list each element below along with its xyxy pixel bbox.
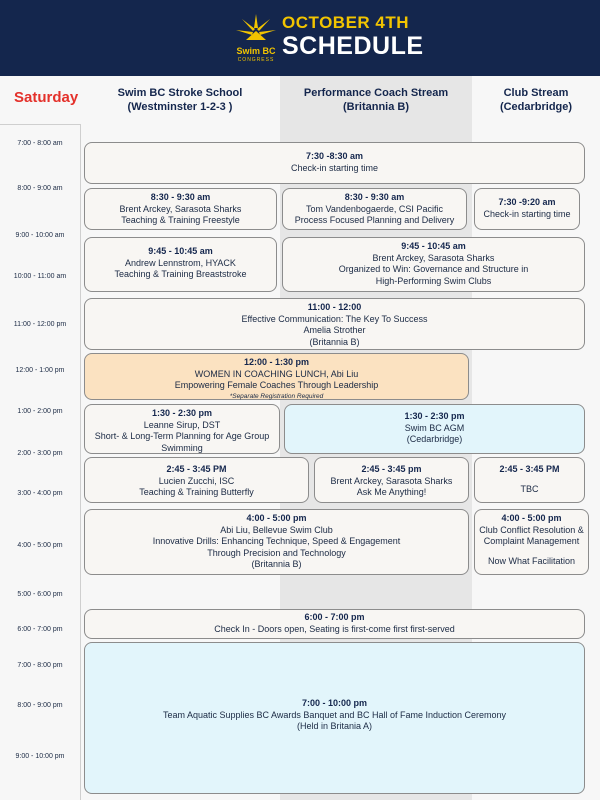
time-label: 12:00 - 1:00 pm [15, 367, 65, 374]
time-label: 7:00 - 8:00 pm [17, 662, 63, 669]
time-label: 3:00 - 4:00 pm [17, 490, 63, 497]
event-innovative [84, 509, 469, 575]
column-header-club [474, 86, 598, 114]
divider [0, 124, 80, 125]
column-location: (Cedarbridge) [499, 101, 573, 113]
event-time: 1:30 - 2:30 pm [404, 411, 465, 421]
event-time: 2:45 - 3:45 PM [499, 464, 560, 474]
event-line: Abi Liu, Bellevue Swim Club [220, 524, 333, 535]
event-time: 11:00 - 12:00 [307, 302, 362, 312]
event-line: Complaint Management [483, 536, 580, 546]
event-line: Now What Facilitation [487, 555, 576, 566]
time-label: 2:00 - 3:00 pm [17, 450, 63, 457]
time-label: 4:00 - 5:00 pm [17, 542, 63, 549]
page-header [0, 0, 600, 76]
event-banquet [84, 642, 585, 794]
event-governance [282, 237, 585, 292]
event-time: 8:30 - 9:30 am [344, 192, 405, 202]
event-time: 8:30 - 9:30 am [150, 192, 211, 202]
time-label: 6:00 - 7:00 pm [17, 626, 63, 633]
event-time: 9:45 - 10:45 am [148, 246, 213, 256]
time-label: 7:00 - 8:00 am [17, 140, 63, 147]
event-line: High-Performing Swim Clubs [375, 275, 492, 286]
event-line: Organized to Win: Governance and Structure in [338, 264, 529, 274]
time-label: 11:00 - 12:00 pm [13, 321, 67, 328]
event-line: Team Aquatic Supplies BC Awards Banquet and BC Hall of Fame Induction Ceremony [162, 709, 507, 720]
event-time: 7:30 -8:30 am [305, 151, 364, 161]
event-line: Brent Arckey, Sarasota Sharks [119, 203, 242, 214]
time-label: 5:00 - 6:00 pm [17, 591, 63, 598]
event-time: 7:00 - 10:00 pm [301, 698, 368, 708]
event-stroke-freestyle [84, 188, 277, 230]
time-label: 10:00 - 11:00 am [13, 273, 67, 280]
event-line: Leanne Sirup, DST [143, 419, 221, 430]
event-time: 9:45 - 10:45 am [401, 241, 466, 251]
event-age-group [84, 404, 280, 454]
sunburst-icon [228, 10, 284, 46]
event-line: Club Conflict Resolution & [479, 524, 584, 535]
event-line: Brent Arckey, Sarasota Sharks [372, 252, 495, 263]
event-line: Process Focused Planning and Delivery [294, 215, 455, 225]
event-line: Teaching & Training Freestyle [121, 215, 240, 225]
column-title: Swim BC Stroke School [117, 87, 243, 99]
date-title: OCTOBER 4TH [282, 13, 410, 32]
time-label: 8:00 - 9:00 am [17, 185, 63, 192]
time-label: 9:00 - 10:00 pm [15, 753, 65, 760]
event-butterfly [84, 457, 309, 503]
event-line: Amelia Strother [303, 325, 366, 335]
column-title: Performance Coach Stream [303, 87, 449, 99]
event-stroke-breaststroke [84, 237, 277, 292]
event-time: 6:00 - 7:00 pm [304, 612, 365, 622]
event-line: Ask Me Anything! [356, 487, 427, 497]
column-title: Club Stream [503, 87, 569, 99]
column-location: (Westminster 1-2-3 ) [127, 101, 233, 113]
column-location: (Britannia B) [343, 101, 409, 113]
swim-bc-logo [228, 10, 284, 70]
event-perf-process [282, 188, 467, 230]
column-header-stroke [82, 86, 278, 114]
column-header-performance [282, 86, 470, 114]
event-line: Teaching & Training Butterfly [139, 487, 254, 497]
event-line: Short- & Long-Term Planning for Age Group [94, 431, 270, 441]
event-checkin-am [84, 142, 585, 184]
event-line: Check In - Doors open, Seating is first-come first first-served [214, 623, 455, 634]
event-women-lunch [84, 353, 469, 400]
event-time: 4:00 - 5:00 pm [246, 513, 307, 523]
event-line: Brent Arckey, Sarasota Sharks [330, 475, 453, 486]
event-time: 4:00 - 5:00 pm [501, 513, 562, 523]
event-line: Through Precision and Technology [207, 547, 346, 558]
event-line: (Britannia B) [309, 336, 360, 347]
time-sidebar [0, 124, 81, 800]
event-line: Lucien Zucchi, ISC [158, 475, 235, 486]
event-club-tbc [474, 457, 585, 503]
event-line: Teaching & Training Breaststroke [114, 269, 247, 279]
event-communication [84, 298, 585, 350]
logo-sub-text: CONGRESS [237, 57, 275, 63]
event-club-checkin [474, 188, 580, 230]
event-time: 2:45 - 3:45 PM [166, 464, 227, 474]
event-line: WOMEN IN COACHING LUNCH, Abi Liu [194, 368, 359, 379]
event-line: (Britannia B) [251, 559, 302, 569]
day-label: Saturday [14, 89, 79, 106]
event-line: Check-in starting time [483, 208, 571, 219]
time-label: 8:00 - 9:00 pm [17, 702, 63, 709]
event-line: Innovative Drills: Enhancing Technique, Speed & Engagement [152, 536, 401, 546]
event-line: (Cedarbridge) [406, 434, 463, 444]
event-agm [284, 404, 585, 454]
event-line: TBC [520, 483, 539, 494]
event-line: Swimming [161, 442, 203, 453]
event-line: Tom Vandenbogaerde, CSI Pacific [306, 203, 443, 214]
event-note: *Separate Registration Required [229, 392, 324, 400]
event-time: 12:00 - 1:30 pm [243, 357, 310, 367]
event-time: 2:45 - 3:45 pm [361, 464, 422, 474]
event-line: Effective Communication: The Key To Success [241, 313, 428, 324]
event-time: 7:30 -9:20 am [498, 197, 556, 207]
event-line: Empowering Female Coaches Through Leadership [174, 380, 379, 390]
event-conflict [474, 509, 589, 575]
event-ask-me [314, 457, 469, 503]
event-line: Andrew Lennstrom, HYACK [125, 257, 236, 268]
time-label: 1:00 - 2:00 pm [17, 408, 63, 415]
event-line: (Held in Britania A) [296, 721, 373, 731]
page-title: SCHEDULE [282, 32, 424, 60]
event-line: Check-in starting time [290, 162, 379, 173]
time-label: 9:00 - 10:00 am [15, 232, 65, 239]
event-time: 1:30 - 2:30 pm [151, 408, 213, 418]
logo-brand-text: Swim BC [236, 46, 276, 56]
event-checkin-pm [84, 609, 585, 639]
event-line: Swim BC AGM [404, 422, 465, 433]
